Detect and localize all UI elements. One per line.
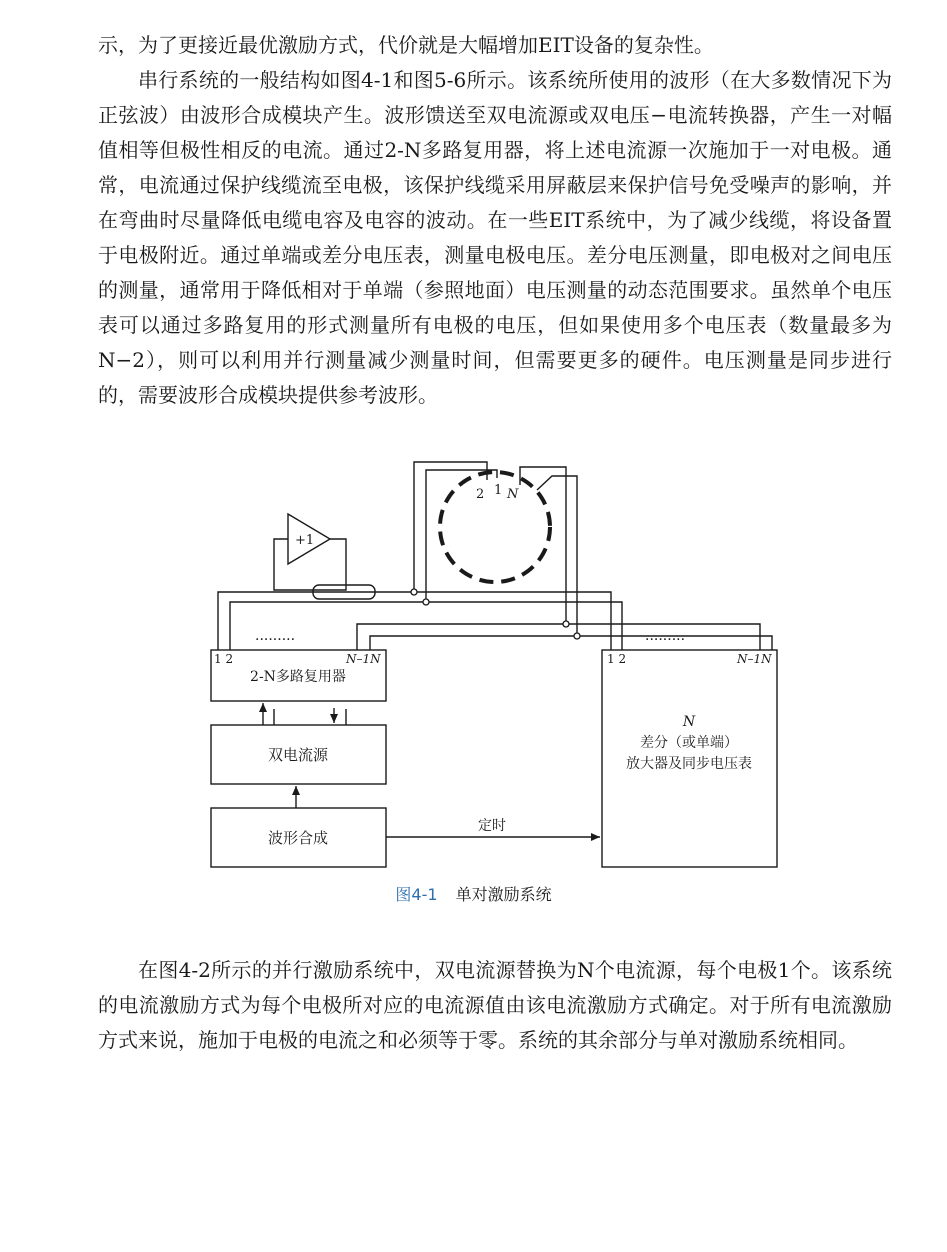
electrode-label-n: N: [507, 487, 519, 502]
paragraph-1: 示，为了更接近最优激励方式，代价就是大幅增加EIT设备的复杂性。: [98, 33, 714, 57]
figure-title: 单对激励系统: [455, 885, 552, 904]
bus-wire-n1: [357, 624, 760, 650]
meter-port-left: 1 2: [607, 652, 627, 666]
lead-electrode-2: [414, 462, 487, 592]
mux-label: 2-N多路复用器: [250, 669, 346, 685]
mux-port-right: N–1N: [346, 652, 381, 666]
junction-dot: [423, 599, 429, 605]
paragraph-2: 串行系统的一般结构如图4-1和图5-6所示。该系统所使用的波形（在大多数情况下为正弦波）由波形合成模块产生。波形馈送至双电流源或双电压−电流转换器，产生一对幅值相等但极性相反的电流。通过2-N多路复用器，将上述电流源一次施加于一对电极。通常，电流通过保护线缆流至电极，该保护线缆采用屏蔽层来保护信号免受噪声的影响，并在弯曲时尽量降低电缆电容及电容的波动。在一些EIT系统中，为了减少线缆，将设备置于电极附近。通过单端或差分电压表，测量电极电压。差分电压测量，即电极对之间电压的测量，通常用于降低相对于单端（参照地面）电压测量的动态范围要求。虽然单个电压表可以通过多路复用的形式测量所有电极的电压，但如果使用多个电压表（数量最多为N−2），则可以利用并行测量减少测量时间，但需要更多的硬件。电压测量是同步进行的，需要波形合成模块提供参考波形。: [98, 68, 892, 407]
junction-dot: [411, 589, 417, 595]
junction-dot: [563, 621, 569, 627]
meter-label-n: N: [682, 714, 696, 730]
meter-port-right: N–1N: [737, 652, 772, 666]
mux-dots: ·········: [255, 632, 296, 648]
meter-label-line3: 放大器及同步电压表: [626, 756, 752, 772]
electrode-label-2: 2: [476, 487, 485, 502]
lead-electrode-n: [520, 467, 566, 624]
mux-port-left: 1 2: [214, 652, 234, 666]
buffer-label: +1: [295, 533, 315, 548]
figure-number: 图4-1: [395, 885, 438, 904]
timing-label: 定时: [478, 818, 506, 834]
junction-dot: [574, 633, 580, 639]
meter-label-line2: 差分（或单端）: [640, 735, 738, 751]
electrode-label-1: 1: [494, 483, 503, 498]
bus-wire-n: [370, 636, 772, 650]
paragraph-3: 在图4-2所示的并行激励系统中，双电流源替换为N个电流源，每个电极1个。该系统的电流激励方式为每个电极所对应的电流源值由该电流激励方式确定。对于所有电流激励方式来说，施加于电极的电流之和必须等于零。系统的其余部分与单对激励系统相同。: [98, 958, 892, 1052]
figure-caption: [0, 882, 947, 905]
figure-4-1-diagram: [0, 440, 947, 880]
meter-dots: ·········: [645, 632, 686, 648]
waveform-label: 波形合成: [267, 829, 329, 847]
current-source-label: 双电流源: [267, 746, 329, 764]
